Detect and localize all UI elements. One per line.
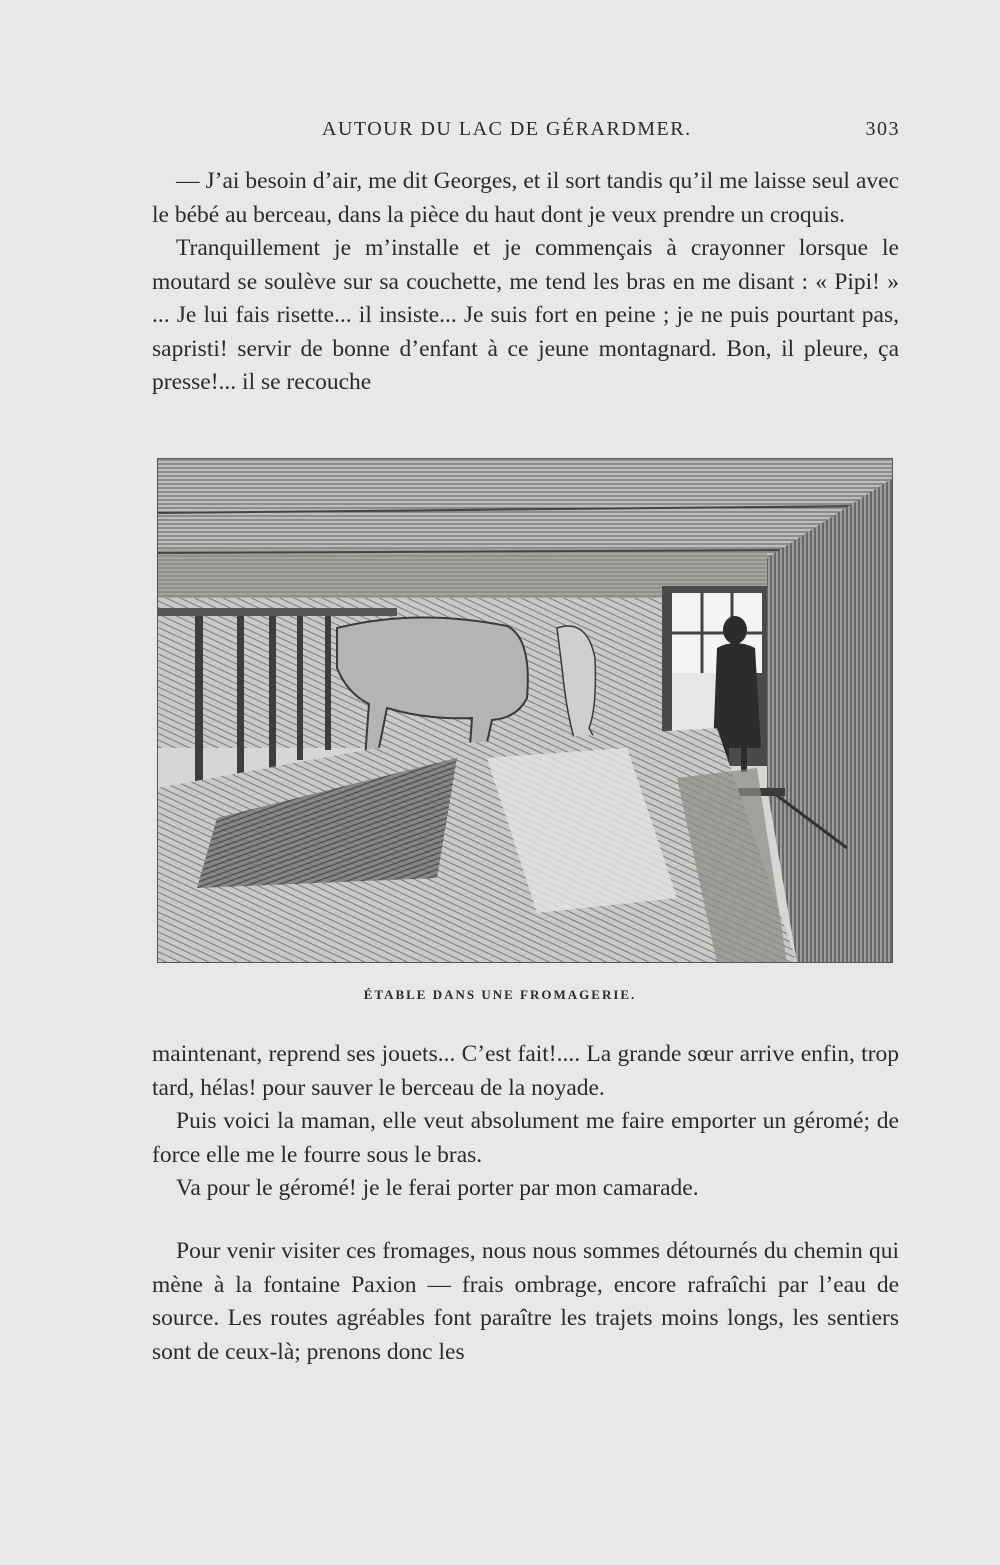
page-number: 303	[865, 118, 900, 140]
paragraph: Puis voici la maman, elle veut absolument me faire emporter un géromé; de force elle me le fourre sous le bras.	[152, 1108, 899, 1168]
text-block-top	[152, 165, 899, 400]
engraving-illustration	[157, 458, 893, 963]
paragraph: — J’ai besoin d’air, me dit Georges, et il sort tandis qu’il me laisse seul avec le bébé au berceau, dans la pièce du haut dont je veux prendre un croquis.	[152, 168, 899, 228]
running-head	[150, 118, 900, 148]
stable-engraving	[157, 458, 893, 963]
figure-caption: ÉTABLE DANS UNE FROMAGERIE.	[363, 987, 637, 1002]
paragraph: Pour venir visiter ces fromages, nous nous sommes détournés du chemin qui mène à la fontaine Paxion — frais ombrage, encore rafraîchi par l’eau de source. Les routes agréables font paraître les trajets moins longs, les sentiers sont de ceux-là; prenons donc les	[152, 1238, 899, 1365]
paragraph: maintenant, reprend ses jouets... C’est fait!.... La grande sœur arrive enfin, trop tard, hélas! pour sauver le berceau de la noyade.	[152, 1041, 899, 1101]
text-block-middle	[152, 1038, 899, 1206]
paragraph: Va pour le géromé! je le ferai porter par mon camarade.	[176, 1175, 699, 1201]
paragraph: Tranquillement je m’installe et je commençais à crayonner lorsque le moutard se soulève sur sa couchette, me tend les bras en me disant : « Pipi! » ... Je lui fais risette... il insiste... Je suis fort en peine ; je ne puis pourtant pas, sapristi! servir de bonne d’enfant à ce jeune montagnard. Bon, il pleure, ça presse!... il se recouche	[152, 235, 899, 395]
text-block-bottom	[152, 1235, 899, 1369]
running-title: AUTOUR DU LAC DE GÉRARDMER.	[322, 118, 692, 140]
